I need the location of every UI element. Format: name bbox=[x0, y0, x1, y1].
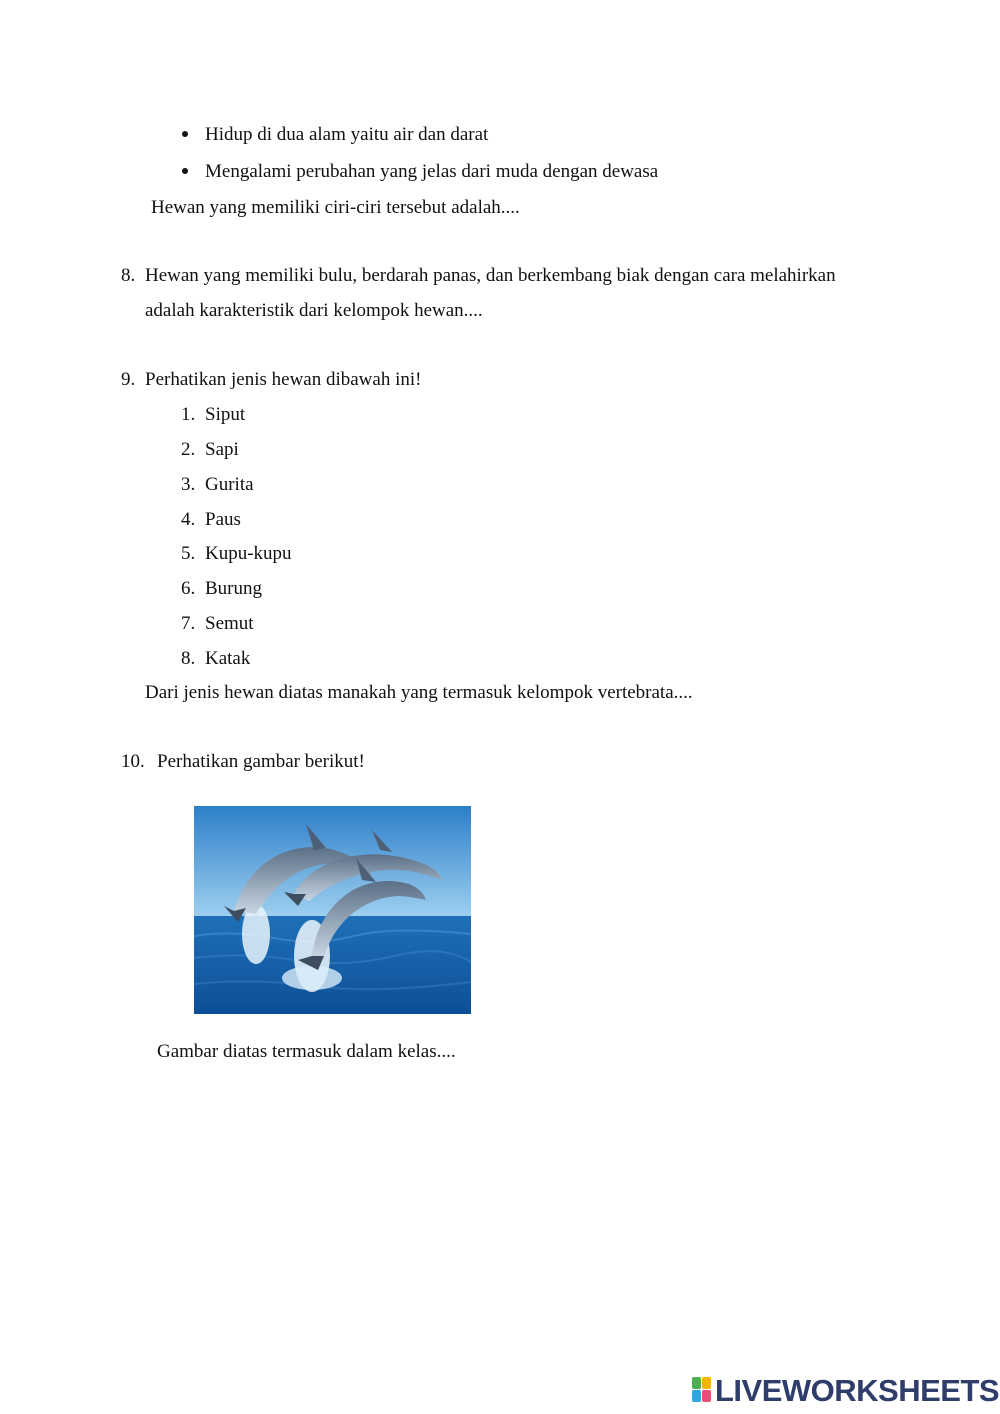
q8-number: 8. bbox=[121, 265, 136, 286]
list-item-number: 2. bbox=[181, 439, 196, 460]
list-item-number: 5. bbox=[181, 543, 196, 564]
list-item-label: Siput bbox=[205, 404, 246, 425]
list-item-label: Gurita bbox=[205, 474, 254, 495]
q9-question: Dari jenis hewan diatas manakah yang termasuk kelompok vertebrata.... bbox=[145, 682, 693, 703]
liveworksheets-logo[interactable] bbox=[692, 1374, 999, 1406]
q10-number: 10. bbox=[121, 751, 145, 772]
list-item-label: Sapi bbox=[205, 439, 239, 460]
list-item-label: Kupu-kupu bbox=[205, 543, 292, 564]
q7-bullet-2-text: Mengalami perubahan yang jelas dari muda dengan dewasa bbox=[205, 161, 659, 182]
list-item-number: 4. bbox=[181, 509, 196, 530]
list-item-label: Katak bbox=[205, 648, 251, 669]
list-item-number: 3. bbox=[181, 474, 196, 495]
q8-line-2: adalah karakteristik dari kelompok hewan.... bbox=[145, 300, 483, 321]
list-item-label: Semut bbox=[205, 613, 254, 634]
q9-prompt: Perhatikan jenis hewan dibawah ini! bbox=[145, 369, 422, 390]
dolphins-photo bbox=[194, 806, 471, 1014]
q10-prompt: Perhatikan gambar berikut! bbox=[157, 751, 365, 772]
q9-number: 9. bbox=[121, 369, 136, 390]
logo-blocks-icon bbox=[692, 1377, 712, 1403]
logo-text: LIVEWORKSHEETS bbox=[715, 1372, 1000, 1408]
q7-question: Hewan yang memiliki ciri-ciri tersebut adalah.... bbox=[151, 197, 520, 218]
bullet-icon bbox=[182, 131, 188, 137]
list-item-number: 6. bbox=[181, 578, 196, 599]
list-item-label: Paus bbox=[205, 509, 241, 530]
list-item-number: 8. bbox=[181, 648, 196, 669]
list-item-label: Burung bbox=[205, 578, 262, 599]
q8-line-1: Hewan yang memiliki bulu, berdarah panas, dan berkembang biak dengan cara melahirkan bbox=[145, 265, 836, 286]
list-item-number: 7. bbox=[181, 613, 196, 634]
q7-bullet-1-text: Hidup di dua alam yaitu air dan darat bbox=[205, 124, 489, 145]
bullet-icon bbox=[182, 168, 188, 174]
list-item-number: 1. bbox=[181, 404, 196, 425]
q10-question: Gambar diatas termasuk dalam kelas.... bbox=[157, 1041, 456, 1062]
